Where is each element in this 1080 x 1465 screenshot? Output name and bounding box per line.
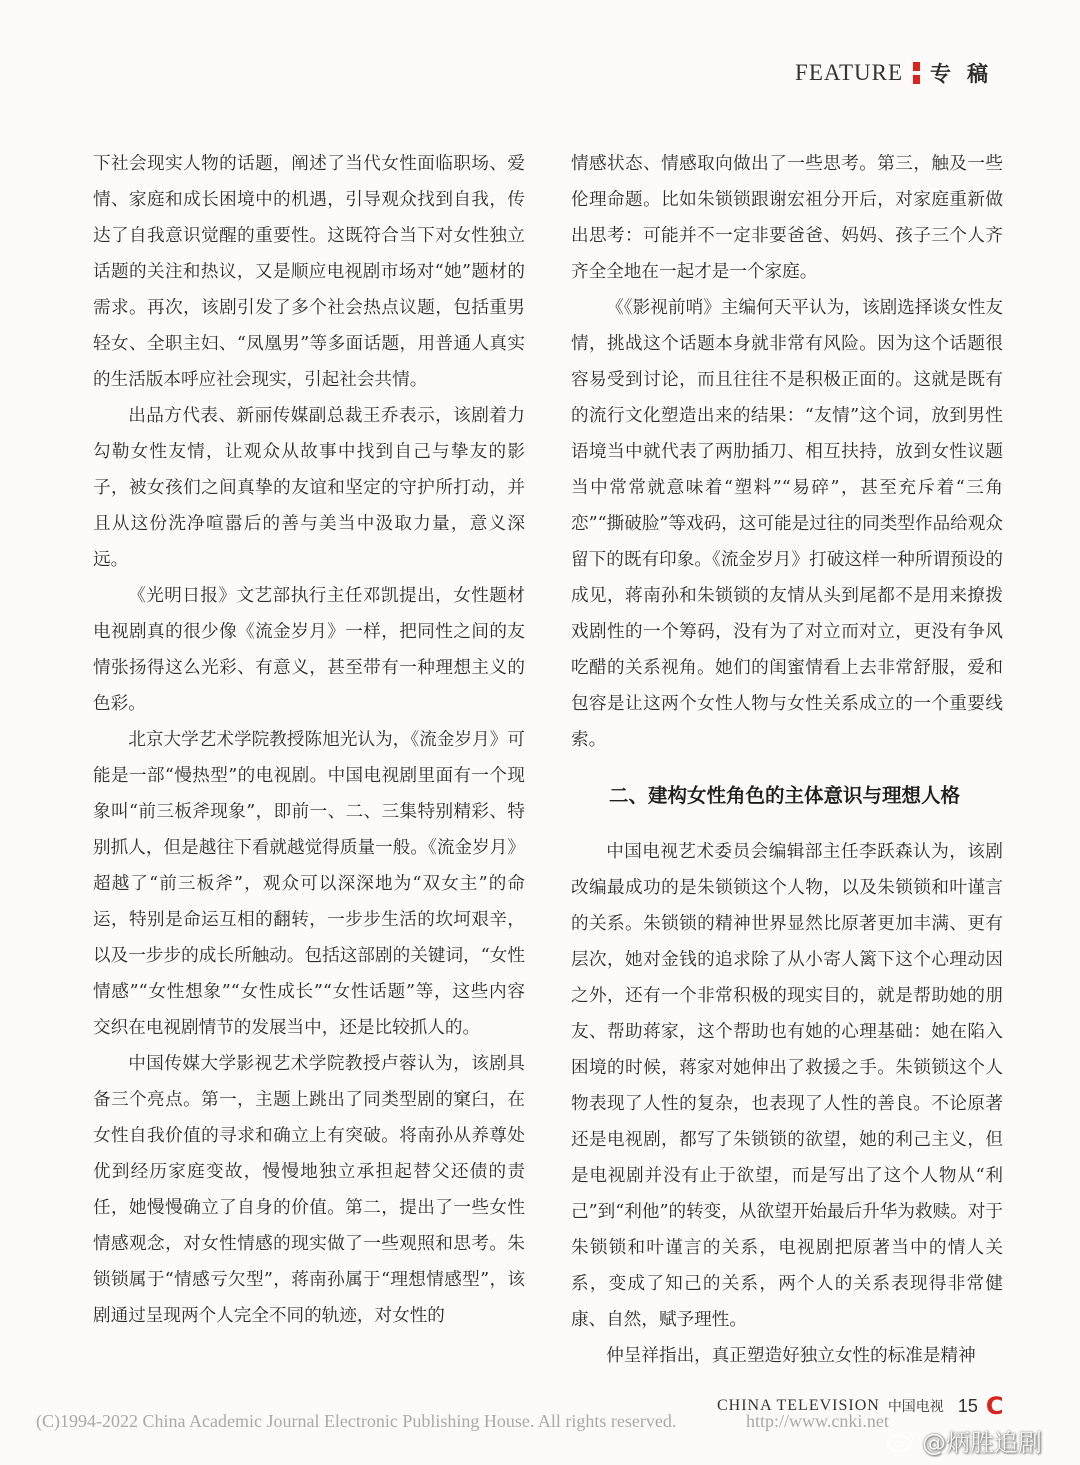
brand-english: CHINA TELEVISION [717,1397,880,1414]
right-column [571,146,1003,1374]
paragraph: 出品方代表、新丽传媒副总裁王乔表示，该剧着力勾勒女性友情，让观众从故事中找到自己与挚友的影子，被女孩们之间真挚的友谊和坚定的守护所打动，并且从这份洗净喧嚣后的善与美当中汲取力量，意义深远。 [93,406,525,570]
paragraph: 北京大学艺术学院教授陈旭光认为，《流金岁月》可能是一部“慢热型”的电视剧。中国电视剧里面有一个现象叫“前三板斧现象”，即前一、二、三集特别精彩、特别抓人，但是越往下看就越觉得质量一般。《流金岁月》超越了“前三板斧”，观众可以深深地为“双女主”的命运，特别是命运互相的翻转，一步步生活的坎坷艰辛，以及一步步的成长所触动。包括这部剧的关键词，“女性情感”“女性想象”“女性成长”“女性话题”等，这些内容交织在电视剧情节的发展当中，还是比较抓人的。 [93,730,525,1038]
section-heading: 二、建构女性角色的主体意识与理想人格 [609,784,961,807]
copyright-notice: (C)1994-2022 China Academic Journal Electronic Publishing House. All rights reserved. [36,1411,677,1431]
section-label: 专稿 [930,62,1004,86]
paragraph-continued: 下社会现实人物的话题，阐述了当代女性面临职场、爱情、家庭和成长困境中的机遇，引导观众找到自我，传达了自我意识觉醒的重要性。这既符合当下对女性独立话题的关注和热议，又是顺应电视剧市场对“她”题材的需求。再次，该剧引发了多个社会热点议题，包括重男轻女、全职主妇、“凤凰男”等多面话题，用普通人真实的生活版本呼应社会现实，引起社会共情。 [93,154,525,390]
page-header [795,58,1004,88]
watermark-text: @炳胜追剧 [922,1429,1042,1457]
paragraph: 中国电视艺术委员会编辑部主任李跃森认为，该剧改编最成功的是朱锁锁这个人物，以及朱锁锁和叶谨言的关系。朱锁锁的精神世界显然比原著更加丰满、更有层次，她对金钱的追求除了从小寄人篱下这个心理动因之外，还有一个非常积极的现实目的，就是帮助她的朋友、帮助蒋家，这个帮助也有她的心理基础：她在陷入困境的时候，蒋家对她伸出了救援之手。朱锁锁这个人物表现了人性的复杂，也表现了人性的善良。不论原著还是电视剧，都写了朱锁锁的欲望，她的利己主义，但是电视剧并没有止于欲望，而是写出了这个人物从“利己”到“利他”的转变，从欲望开始最后升华为救赎。对于朱锁锁和叶谨言的关系，电视剧把原著当中的情人关系，变成了知己的关系，两个人的关系表现得非常健康、自然，赋予理性。 [571,842,1003,1330]
watermark [886,1423,1042,1458]
paragraph: 《光明日报》文艺部执行主任邓凯提出，女性题材电视剧真的很少像《流金岁月》一样，把同性之间的友情张扬得这么光彩、有意义，甚至带有一种理想主义的色彩。 [93,586,525,714]
left-column [93,146,525,1334]
weibo-icon [886,1429,916,1453]
paragraph: 中国传媒大学影视艺术学院教授卢蓉认为，该剧具备三个亮点。第一，主题上跳出了同类型剧的窠臼，在女性自我价值的寻求和确立上有突破。将南孙从养尊处优到经历家庭变故，慢慢地独立承担起替父还债的责任，她慢慢确立了自身的价值。第二，提出了一些女性情感观念，对女性情感的现实做了一些观照和思考。朱锁锁属于“情感亏欠型”，蒋南孙属于“理想情感型”，该剧通过呈现两个人完全不同的轨迹，对女性的 [93,1054,525,1326]
brand-chinese: 中国电视 [887,1399,944,1415]
paragraph: 仲呈祥指出，真正塑造好独立女性的标准是精神 [606,1346,976,1366]
feature-label: FEATURE [795,60,903,85]
c-logo-icon: C [985,1392,1004,1420]
red-divider-mark [913,62,920,84]
source-url: http://www.cnki.net [746,1411,889,1431]
paragraph: 《《影视前哨》主编何天平认为，该剧选择谈女性友情，挑战这个话题本身就非常有风险。因为这个话题很容易受到讨论，而且往往不是积极正面的。这就是既有的流行文化塑造出来的结果：“友情”这个词，放到男性语境当中就代表了两肋插刀、相互扶持，放到女性议题当中常常就意味着“塑料”“易碎”，甚至充斥着“三角恋”“撕破脸”等戏码，这可能是过往的同类型作品给观众留下的既有印象。《流金岁月》打破这样一种所谓预设的成见，蒋南孙和朱锁锁的友情从头到尾都不是用来撩拨戏剧性的一个筹码，没有为了对立而对立，更没有争风吃醋的关系视角。她们的闺蜜情看上去非常舒服，爱和包容是让这两个女性人物与女性关系成立的一个重要线索。 [571,298,1003,750]
paragraph-continued: 情感状态、情感取向做出了一些思考。第三，触及一些伦理命题。比如朱锁锁跟谢宏祖分开后，对家庭重新做出思考：可能并不一定非要爸爸、妈妈、孩子三个人齐齐全全地在一起才是一个家庭。 [571,154,1003,282]
page-number: 15 [957,1395,978,1416]
